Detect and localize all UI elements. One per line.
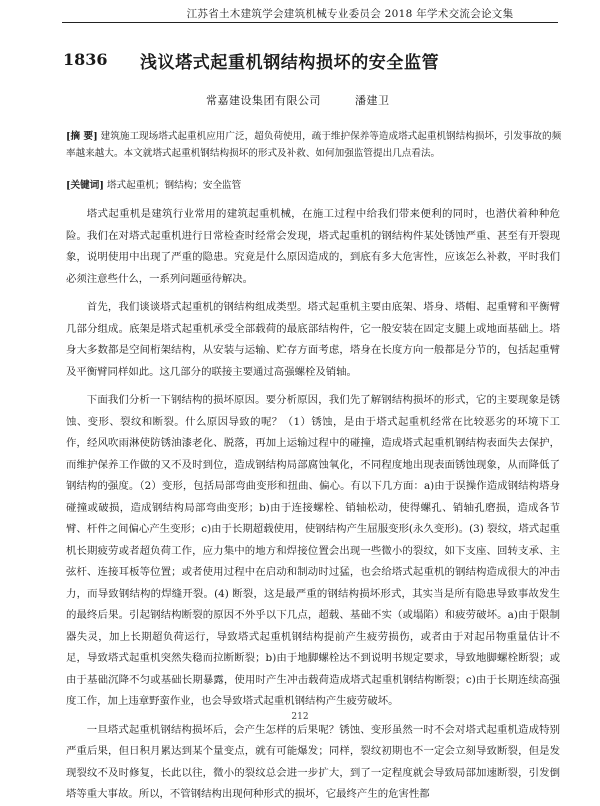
- organization: 常嘉建设集团有限公司: [206, 94, 321, 107]
- affiliation-line: [206, 92, 506, 108]
- page-number: 212: [291, 712, 309, 722]
- keywords: [66, 178, 562, 193]
- paragraph-intro: 塔式起重机是建筑行业常用的建筑起重机械，在施工过程中给我们带来便利的同时，也潜伏着种种危险。我们在对塔式起重机进行日常检查时经常会发现，塔式起重机的钢结构件某处锈蚀严重、甚至有开裂现象，说明使用中出现了严重的隐患。究竟是什么原因造成的，到底有多大危害性，应该怎么补救，平时我们必须注意些什么，一系列问题亟待解决。: [66, 208, 560, 285]
- abstract-label: [摘 要]: [66, 131, 98, 142]
- paragraph-structure: 首先，我们谈谈塔式起重机的钢结构组成类型。塔式起重机主要由底架、塔身、塔帽、起重臂和平衡臂几部分组成。底架是塔式起重机承受全部载荷的最底部结构件，它一般安装在固定支腿上或地面基础上。塔身大多数都是空间桁架结构，从安装与运输、贮存方面考虑，塔身在长度方向一般都是分节的，包括起重臂及平衡臂同样如此。这几部分的联接主要通过高强螺栓及销轴。: [66, 301, 560, 378]
- keywords-text: 塔式起重机；钢结构；安全监管: [106, 180, 242, 191]
- paper-number: 1836: [63, 50, 108, 69]
- keywords-label: [关键词]: [66, 180, 104, 191]
- paper-title: 浅议塔式起重机钢结构损坏的安全监管: [140, 53, 440, 73]
- abstract-text: 建筑施工现场塔式起重机应用广泛，超负荷使用，疏于维护保养等造成塔式起重机钢结构损坏，引发事故的频率越来越大。本文就塔式起重机钢结构损坏的形式及补救、如何加强监管提出几点看法。: [66, 131, 562, 159]
- paragraph-causes: 下面我们分析一下钢结构的损坏原因。要分析原因，我们先了解钢结构损坏的形式，它的主要现象是锈蚀、变形、裂纹和断裂。什么原因导致的呢？（1）锈蚀，是由于塔式起重机经常在比较恶劣的环境下工作，经风吹雨淋使防锈油漆老化、脱落，再加上运输过程中的碰撞，造成塔式起重机钢结构表面失去保护，而维护保养工作做的又不及时到位，造成钢结构局部腐蚀氧化，不同程度地出现表面锈蚀现象，从而降低了钢结构的强度。（2）变形，包括局部弯曲变形和扭曲、偏心。有以下几方面：a)由于误操作造成钢结构塔身碰撞或破损，造成钢结构局部弯曲变形；b)由于连接螺栓、销轴松动，使得螺孔、销轴孔磨损，造成各节臂、杆件之间偏心产生变形；c)由于长期超载使用，使钢结构产生屈服变形(永久变形)。(3) 裂纹，塔式起重机长期疲劳或者超负荷工作，应力集中的地方和焊接位置会出现一些微小的裂纹，如下支座、回转支承、主弦杆、连接耳板等位置；或者使用过程中在启动和制动时过猛，也会给塔式起重机的钢结构造成很大的冲击力，而导致钢结构的焊缝开裂。(4) 断裂，这是最严重的钢结构损坏形式，其实当是所有隐患导致事故发生的最终后果。引起钢结构断裂的原因不外乎以下几点，超载、基础不实（或塌陷）和疲劳破坏。a)由于限制器失灵，加上长期超负荷运行，导致塔式起重机钢结构提前产生疲劳损伤，或者由于对起吊物重量估计不足，导致塔式起重机突然失稳而拉断断裂；b)由于地脚螺栓达不到说明书规定要求，导致地脚螺栓断裂；或由于基础沉降不匀或基础长期暴露，使用时产生冲击载荷造成塔式起重机钢结构断裂；c)由于长期连续高强度工作，加上违章野蛮作业，也会导致塔式起重机钢结构产生疲劳破坏。: [66, 394, 560, 707]
- abstract: [66, 128, 562, 162]
- author-name: 潘建卫: [355, 94, 390, 107]
- paragraph-consequences: 一旦塔式起重机钢结构损坏后，会产生怎样的后果呢？锈蚀、变形虽然一时不会对塔式起重机造成特别严重后果，但日积月累达到某个量变点，就有可能爆发；同样，裂纹初期也不一定会立刻导致断裂，但是发现裂纹不及时修复，长此以往，微小的裂纹总会进一步扩大，到了一定程度就会导致局部加速断裂，引发倒塔等重大事故。所以，不管钢结构出现何种形式的损坏，它最终产生的危害性都: [66, 723, 560, 800]
- header-rule: [62, 22, 558, 23]
- running-header: 江苏省土木建筑学会建筑机械专业委员会 2018 年学术交流会论文集: [186, 8, 514, 20]
